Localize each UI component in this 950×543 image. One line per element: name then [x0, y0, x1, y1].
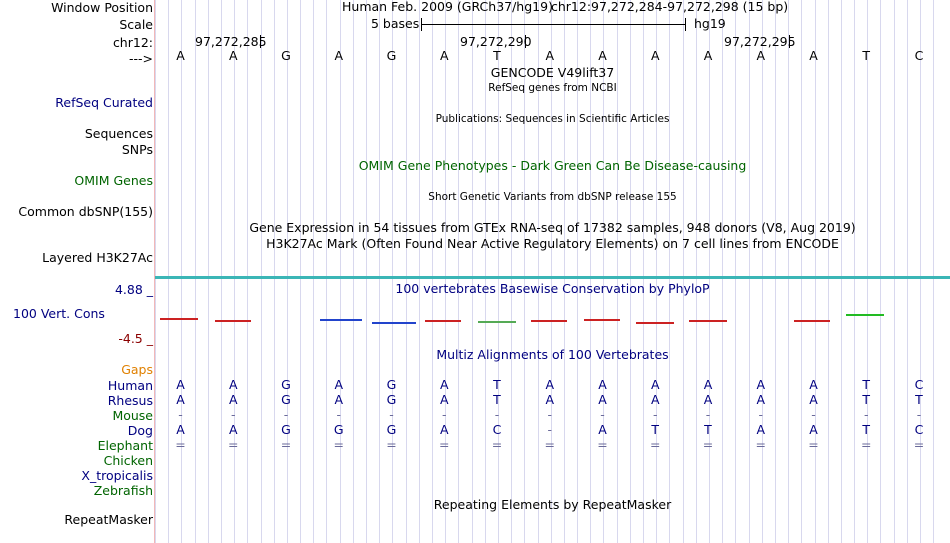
coordinate-tick-2: 97,272,290 [460, 34, 532, 49]
track-divider [155, 276, 950, 279]
alignment-base: - [336, 407, 341, 422]
alignment-base: A [756, 422, 766, 437]
alignment-base: - [547, 407, 552, 422]
alignment-base: G [386, 422, 397, 437]
phylop-mark [636, 322, 674, 324]
dbsnp-track-title: Short Genetic Variants from dbSNP release 155 [428, 191, 677, 203]
alignment-base: A [228, 392, 238, 407]
alignment-base: G [386, 377, 397, 392]
phylop-mark [531, 320, 567, 322]
alignment-base: = [913, 437, 925, 452]
alignment-base: = [650, 437, 661, 452]
repeatmasker-label[interactable]: RepeatMasker [64, 512, 153, 527]
alignment-base: = [702, 437, 714, 452]
phylop-mark [160, 318, 198, 320]
alignment-base: = [175, 437, 186, 452]
phylop-mark [846, 314, 884, 316]
alignment-base: A [650, 392, 660, 407]
scale-db: hg19 [694, 16, 726, 31]
alignment-base: A [545, 392, 555, 407]
alignment-base: - [230, 407, 236, 422]
multiz-track-title: Multiz Alignments of 100 Vertebrates [436, 347, 669, 362]
alignment-base: A [439, 377, 449, 392]
alignment-base: A [334, 392, 344, 407]
common-dbsnp-label[interactable]: Common dbSNP(155) [18, 204, 153, 219]
alignment-base: G [386, 392, 397, 407]
alignment-base: - [547, 422, 552, 437]
scale-bar [421, 18, 686, 31]
h3k27ac-track-title: H3K27Ac Mark (Often Found Near Active Regulatory Elements) on 7 cell lines from ENCODE [266, 236, 839, 251]
window-position: chr12:97,272,284-97,272,298 (15 bp) [551, 0, 789, 14]
phylop-mark [215, 320, 251, 322]
species-label[interactable]: Zebrafish [93, 483, 153, 498]
base-letter: A [176, 48, 185, 63]
alignment-base: A [228, 422, 238, 437]
species-label[interactable]: Chicken [103, 453, 153, 468]
alignment-base: A [809, 377, 818, 392]
base-letter: A [334, 48, 344, 63]
alignment-base: - [283, 407, 289, 422]
tick-mark-3 [789, 35, 790, 48]
gencode-track-title[interactable]: GENCODE V49lift37 [490, 65, 615, 80]
base-letter: A [228, 48, 238, 63]
alignment-base: = [808, 437, 819, 452]
chrom-label: chr12: [112, 35, 153, 50]
vert-cons-label[interactable]: 100 Vert. Cons [13, 306, 105, 321]
base-letter: A [545, 48, 555, 63]
alignment-base: G [333, 422, 344, 437]
alignment-base: = [333, 437, 344, 452]
gaps-label[interactable]: Gaps [121, 362, 153, 377]
alignment-base: A [176, 392, 185, 407]
alignment-base: C [914, 377, 924, 392]
alignment-base: = [280, 437, 292, 452]
alignment-base: = [861, 437, 872, 452]
phylop-mark [372, 322, 416, 324]
tick-mark-2 [525, 35, 526, 48]
alignment-base: A [176, 422, 185, 437]
phylop-mark [689, 320, 727, 322]
base-letter: G [281, 48, 291, 63]
alignment-base: T [862, 377, 871, 392]
alignment-base: G [281, 377, 291, 392]
layered-h3k27ac-label[interactable]: Layered H3K27Ac [42, 250, 153, 265]
alignment-base: A [809, 392, 818, 407]
species-row [155, 469, 950, 485]
alignment-base: C [492, 422, 502, 437]
alignment-base: T [704, 422, 712, 437]
alignment-base: A [703, 377, 713, 392]
assembly-name: Human Feb. 2009 (GRCh37/hg19) [342, 0, 553, 14]
refseq-curated-label[interactable]: RefSeq Curated [55, 95, 153, 110]
phylop-mark [584, 319, 620, 321]
alignment-base: G [281, 392, 291, 407]
base-letter: A [703, 48, 713, 63]
window-position-label: Window Position [51, 0, 153, 15]
phylop-max-label: 4.88 _ [114, 282, 153, 297]
alignment-base: T [651, 422, 660, 437]
base-letter: A [756, 48, 766, 63]
phylop-min-label: -4.5 _ [118, 331, 153, 346]
tick-mark-1 [260, 35, 261, 48]
alignment-base: T [493, 392, 501, 407]
repeatmasker-track-title: Repeating Elements by RepeatMasker [433, 497, 672, 512]
alignment-base: T [862, 392, 871, 407]
alignment-base: = [544, 437, 555, 452]
alignment-base: A [809, 422, 818, 437]
alignment-base: A [756, 392, 766, 407]
omim-genes-label[interactable]: OMIM Genes [74, 173, 153, 188]
base-letter: A [598, 48, 607, 63]
alignment-base: = [597, 437, 608, 452]
species-label[interactable]: Human [107, 378, 153, 393]
alignment-base: A [598, 422, 607, 437]
phylop-mark [425, 320, 461, 322]
base-letter: A [439, 48, 449, 63]
alignment-base: A [334, 377, 344, 392]
alignment-base: A [176, 377, 185, 392]
species-label[interactable]: X_tropicalis [81, 468, 153, 483]
alignment-base: - [441, 407, 447, 422]
alignment-base: - [811, 407, 816, 422]
base-letter: A [650, 48, 660, 63]
base-letter: A [809, 48, 818, 63]
base-letter: G [386, 48, 397, 63]
alignment-base: = [386, 437, 397, 452]
alignment-base: = [228, 437, 239, 452]
alignment-base: A [545, 377, 555, 392]
publications-track-title: Publications: Sequences in Scientific Articles [435, 113, 670, 125]
species-label[interactable]: Elephant [97, 438, 153, 453]
alignment-base: A [439, 422, 449, 437]
species-row [155, 409, 950, 425]
base-sequence [155, 50, 950, 66]
species-label[interactable]: Mouse [112, 408, 153, 423]
phylop-mark [320, 319, 362, 321]
alignment-base: - [863, 407, 869, 422]
strand-label: ---> [128, 51, 153, 66]
alignment-base: - [178, 407, 183, 422]
alignment-base: C [914, 422, 924, 437]
scale-bases: 5 bases [371, 16, 420, 31]
alignment-base: A [598, 377, 607, 392]
sequences-label[interactable]: Sequences [84, 126, 153, 141]
coordinate-tick-3: 97,272,295 [724, 34, 796, 49]
alignment-base: T [915, 392, 923, 407]
refseq-track-subtitle: RefSeq genes from NCBI [488, 82, 617, 94]
alignment-base: A [756, 377, 766, 392]
alignment-base: - [652, 407, 658, 422]
alignment-base: G [281, 422, 291, 437]
alignment-base: - [705, 407, 711, 422]
alignment-base: T [493, 377, 501, 392]
alignment-base: A [703, 392, 713, 407]
species-label[interactable]: Dog [127, 423, 153, 438]
base-letter: C [914, 48, 924, 63]
coordinate-tick-1: 97,272,285 [195, 34, 267, 49]
gtex-track-title: Gene Expression in 54 tissues from GTEx RNA-seq of 17382 samples, 948 donors (V8, Aug 2019) [249, 220, 856, 235]
alignment-base: - [389, 407, 394, 422]
species-row [155, 394, 950, 410]
alignment-base: - [494, 407, 500, 422]
alignment-base: - [600, 407, 605, 422]
alignment-base: A [228, 377, 238, 392]
snps-label[interactable]: SNPs [121, 142, 153, 157]
alignment-base: A [650, 377, 660, 392]
alignment-base: A [598, 392, 607, 407]
alignment-base: = [439, 437, 450, 452]
species-label[interactable]: Rhesus [107, 393, 153, 408]
omim-track-title: OMIM Gene Phenotypes - Dark Green Can Be Disease-causing [358, 158, 747, 173]
alignment-base: = [491, 437, 503, 452]
alignment-base: = [755, 437, 766, 452]
species-row [155, 454, 950, 470]
phylop-mark [478, 321, 516, 323]
base-letter: T [862, 48, 871, 63]
alignment-base: - [758, 407, 763, 422]
alignment-base: T [862, 422, 871, 437]
alignment-base: - [916, 407, 922, 422]
scale-label: Scale [119, 17, 153, 32]
phylop-track-title: 100 vertebrates Basewise Conservation by PhyloP [395, 281, 710, 296]
phylop-mark [794, 320, 830, 322]
alignment-base: A [439, 392, 449, 407]
species-row [155, 439, 950, 455]
base-letter: T [493, 48, 501, 63]
